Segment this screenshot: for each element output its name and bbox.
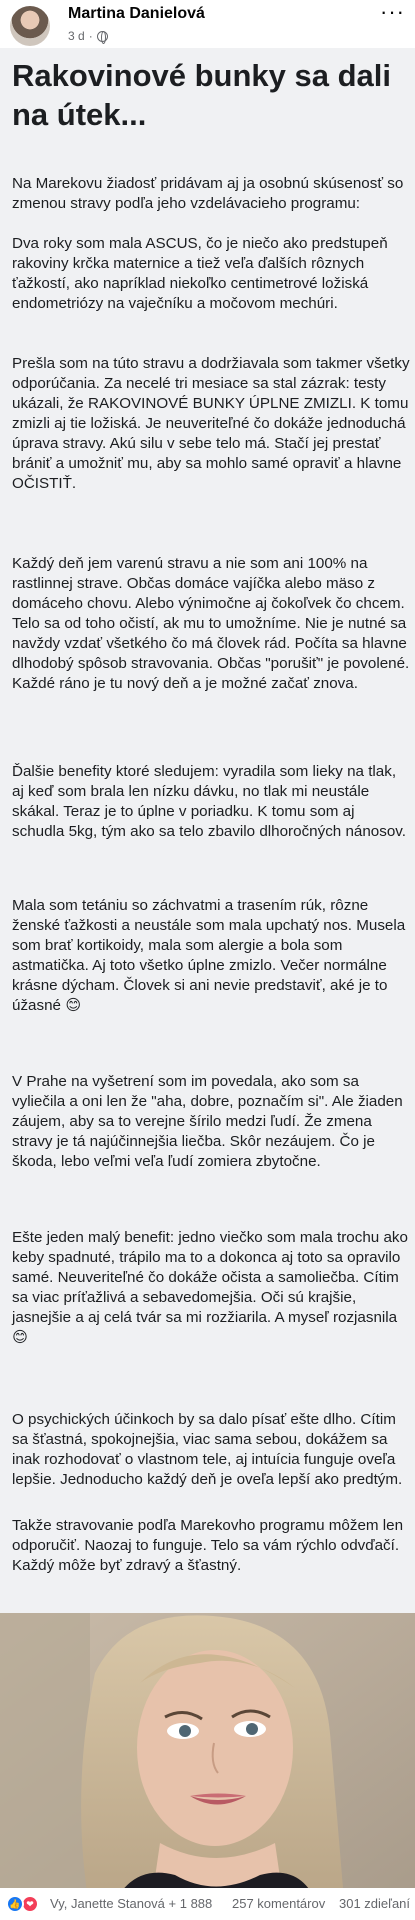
post-photo[interactable]: [0, 1613, 415, 1912]
paragraph: O psychických účinkoch by sa dalo písať ešte dlho. Cítim sa šťastná, spokojnejšia, viac sama sebou, dokážem sa inak rozhodovať o vlastnom tele, aj intuícia funguje oveľa lepšie. Jednoducho každý deň je oveľa lepší ako predtým.: [12, 1411, 403, 1488]
post-title: Rakovinové bunky sa dali na útek...: [12, 58, 392, 132]
paragraph: Každý deň jem varenú stravu a nie som ani 100% na rastlinnej strave. Občas domáce vajíčka alebo mäso z domáceho chovu. Alebo výnimočne aj čokoľvek čo chcem. Telo sa od toho očistí, ak mu to umožníme. Nie je nutné sa navždy vzdať všetkého čo má človek rád. Počíta sa hlavne dlhodobý spôsob stravovania. Občas "porušiť" je povolené. Každé ráno je tu nový deň a je možné začať znova.: [12, 555, 410, 692]
paragraph: Mala som tetániu so záchvatmi a trasením rúk, rôzne ženské ťažkosti a neustále som mala upchatý nos. Musela som brať kortikoidy, mala som alergie a bola som astmatička. Aj toto všetko úplne zmizlo. Večer normálne krásne dýcham. Človek si ani nevie predstaviť, aké je to úžasné 😊: [12, 897, 406, 1014]
paragraph: Ďalšie benefity ktoré sledujem: vyradila som lieky na tlak, aj keď som brala len nízku dávku, no tlak mi neustále skákal. Teraz je to úplne v poriadku. K tomu som aj schudla 5kg, tým ako sa telo zbavilo dlhoročných nánosov.: [12, 763, 406, 840]
paragraph: Takže stravovanie podľa Marekovho programu môžem len odporučiť. Naozaj to funguje. Telo sa vám rýchlo odvďačí. Každý môže byť zdravý a šťastný.: [12, 1517, 404, 1574]
author-avatar[interactable]: [10, 6, 50, 46]
reactions-summary[interactable]: Vy, Janette Stanová + 1 888: [50, 1896, 213, 1911]
post-content: [0, 48, 415, 1845]
reaction-icons[interactable]: [6, 1895, 44, 1913]
paragraph: Ešte jeden malý benefit: jedno viečko som mala trochu ako keby spadnuté, trápilo ma to a dokonca aj toto sa opravilo samé. Neuveriteľné čo dokáže očista a samoliečba. Cítim sa viac príťažlivá a sebavedomejšia. Oči sú krajšie, jasnejšie a aj celá tvár sa mi rozžiarila. A myseľ rozjasnila 😊: [12, 1229, 408, 1346]
paragraph: Prešla som na túto stravu a dodržiavala som takmer všetky odporúčania. Za necelé tri mesiace sa stal zázrak: testy ukázali, že RAKOVINOVÉ BUNKY ÚPLNE ZMIZLI. K tomu zmizli aj tie ložiská. Je neuveriteľné čo dokáže jednoduchá úprava stravy. Akú silu v sebe telo má. Stačí jej prestať brániť a umožniť mu, aby sa mohlo samé opraviť a hlavne OČISTIŤ.: [12, 355, 410, 492]
love-icon: ❤: [21, 1895, 39, 1913]
post-footer: [0, 1888, 415, 1920]
post-time[interactable]: 3 d: [68, 29, 85, 43]
author-name[interactable]: Martina Danielová: [68, 5, 205, 22]
portrait-image: [0, 1613, 415, 1912]
shares-count[interactable]: 301 zdieľaní: [339, 1896, 411, 1911]
post-header: [0, 0, 415, 48]
paragraph: Dva roky som mala ASCUS, čo je niečo ako predstupeň rakoviny krčka maternice a tiež veľa ďalších rôznych ťažkostí, ako napríklad niekoľko centimetrové ložiská endometriózy na vaječníku a močovom mechúri.: [12, 235, 388, 312]
more-options-icon[interactable]: ···: [380, 0, 405, 24]
paragraph: Na Marekovu žiadosť pridávam aj ja osobnú skúsenosť so zmenou stravy podľa jeho vzdelávacieho programu:: [12, 175, 404, 212]
like-icon: 👍: [6, 1895, 24, 1913]
post-meta: [68, 29, 108, 43]
paragraph: V Prahe na vyšetrení som im povedala, ako som sa vyliečila a oni len že "aha, dobre, poznačím si". Ale žiaden záujem, aby sa to verejne šírilo medzi ľudí. Že zmena stravy je tá najúčinnejšia liečba. Skôr nezáujem. Čo je škoda, lebo veľmi veľa ľudí zomiera zbytočne.: [12, 1073, 403, 1170]
comments-count[interactable]: 257 komentárov: [232, 1896, 326, 1911]
globe-icon: [97, 31, 108, 42]
meta-separator: ·: [88, 29, 93, 43]
